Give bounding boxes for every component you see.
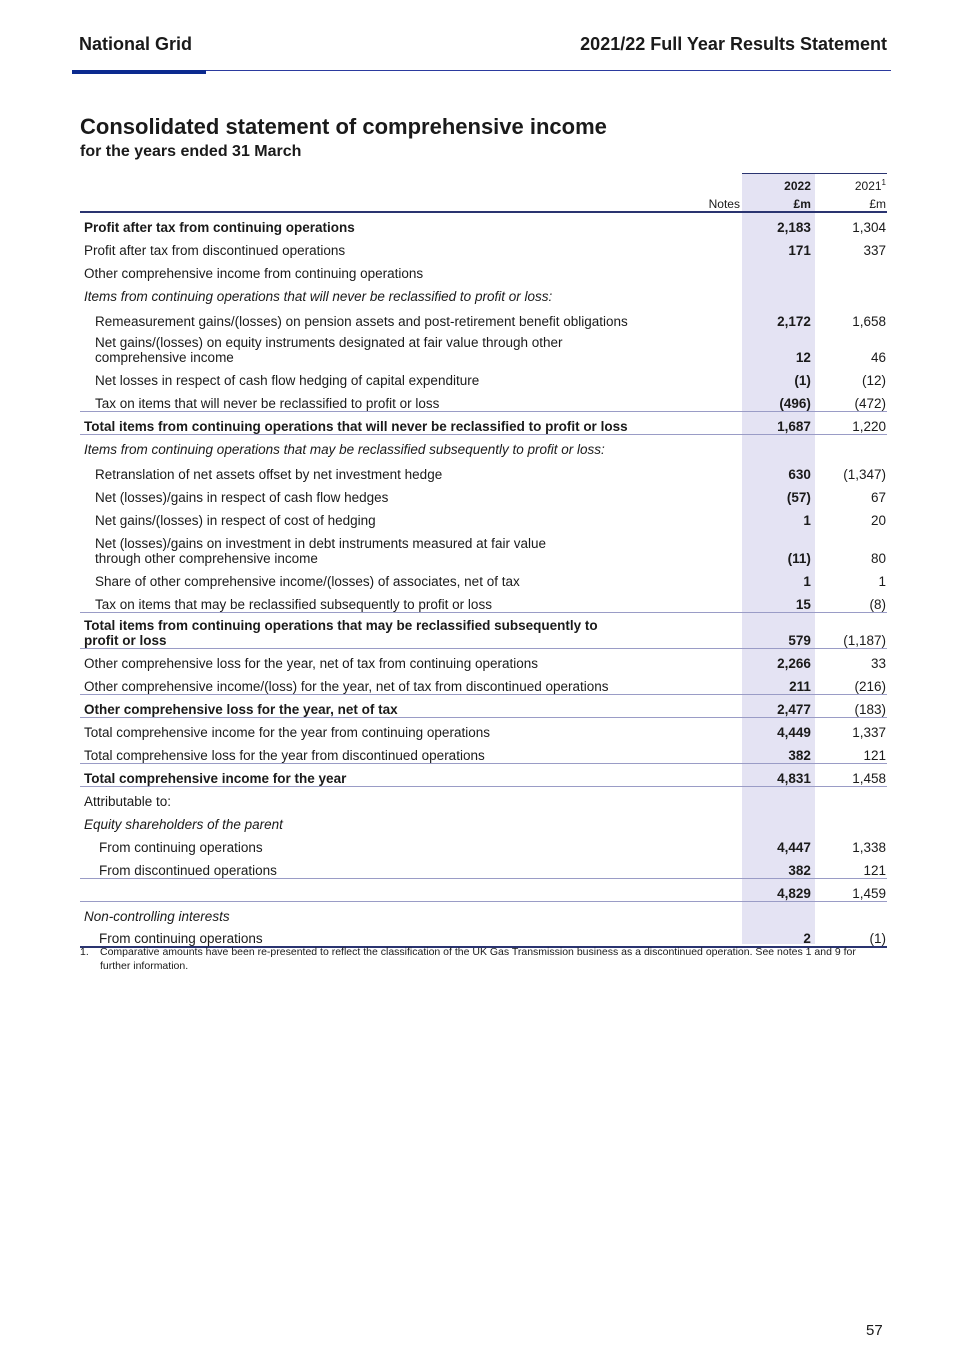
header-rule-accent bbox=[72, 70, 206, 74]
table-row: Other comprehensive income/(loss) for the year, net of tax from discontinued operations 211 (216) bbox=[84, 678, 886, 694]
table-row: Other comprehensive income from continuing operations bbox=[84, 266, 424, 281]
table-row: From discontinued operations 382 121 bbox=[99, 862, 886, 878]
page-subtitle: for the years ended 31 March bbox=[80, 143, 302, 160]
page-number: 57 bbox=[866, 1322, 883, 1339]
table-row: Non-controlling interests bbox=[80, 901, 887, 924]
table-row: Profit after tax from continuing operations 2,183 1,304 bbox=[80, 212, 887, 235]
table-row: Attributable to: bbox=[80, 786, 887, 809]
table-row: Tax on items that will never be reclassified to profit or loss (496) (472) bbox=[95, 395, 886, 411]
table-row-subtotal: 4,829 1,459 bbox=[80, 878, 887, 901]
unit-2022: £m bbox=[793, 197, 811, 211]
table-row: Items from continuing operations that may be reclassified subsequently to profit or loss: bbox=[80, 434, 887, 457]
table-row: Net (losses)/gains on investment in debt instruments measured at fair value through other comprehensive income (11) 80 bbox=[95, 536, 886, 566]
table-row: Other comprehensive loss for the year, net of tax from continuing operations 2,266 33 bbox=[80, 648, 887, 671]
table-row: From continuing operations 4,447 1,338 bbox=[99, 840, 886, 855]
company-name: National Grid bbox=[79, 34, 193, 54]
table-row: From continuing operations 2 (1) bbox=[80, 924, 887, 947]
page-title: Consolidated statement of comprehensive income bbox=[80, 114, 607, 139]
table-row-total: Total items from continuing operations that may be reclassified subsequently to profit or loss 579 (1,187) bbox=[80, 612, 887, 648]
income-statement-table bbox=[80, 173, 887, 948]
footnote-number: 1. bbox=[80, 946, 89, 958]
table-row: Share of other comprehensive income/(losses) of associates, net of tax 1 1 bbox=[95, 574, 886, 589]
table-row: Tax on items that may be reclassified subsequently to profit or loss 15 (8) bbox=[95, 596, 886, 612]
table-row: Net gains/(losses) in respect of cost of hedging 1 20 bbox=[95, 513, 886, 528]
table-row: Net gains/(losses) on equity instruments designated at fair value through other comprehensive income 12 46 bbox=[95, 335, 886, 365]
col-2022: 2022 bbox=[784, 179, 811, 193]
unit-2021: £m bbox=[869, 197, 886, 211]
table-row: Net losses in respect of cash flow hedging of capital expenditure (1) (12) bbox=[95, 373, 886, 388]
table-row-total: Total items from continuing operations that will never be reclassified to profit or loss 1,687 1,220 bbox=[80, 411, 887, 434]
table-row: Retranslation of net assets offset by net investment hedge 630 (1,347) bbox=[95, 467, 886, 482]
col-notes: Notes bbox=[708, 197, 740, 211]
table-row: Profit after tax from discontinued operations 171 337 bbox=[84, 243, 886, 258]
document-title: 2021/22 Full Year Results Statement bbox=[580, 34, 887, 54]
table-row: Items from continuing operations that will never be reclassified to profit or loss: bbox=[84, 289, 553, 304]
footnote-ref: 1 bbox=[881, 178, 886, 187]
table-row: Remeasurement gains/(losses) on pension assets and post-retirement benefit obligations 2,172 1,658 bbox=[95, 314, 886, 329]
footnote-text: Comparative amounts have been re-presented to reflect the classification of the UK Gas Transmission business as a discontinued operation. See notes 1 and 9 for further information. bbox=[100, 946, 856, 972]
header-row-units bbox=[80, 193, 887, 212]
table-row: Total comprehensive loss for the year from discontinued operations 382 121 bbox=[84, 747, 886, 763]
table-row: Total comprehensive income for the year from continuing operations 4,449 1,337 bbox=[80, 717, 887, 740]
col-2021: 2021$^1$ bbox=[854, 178, 886, 193]
footnote bbox=[80, 945, 880, 973]
table-row-total: Total comprehensive income for the year 4,831 1,458 bbox=[80, 763, 887, 786]
header-row-years bbox=[80, 173, 887, 193]
table-row: Equity shareholders of the parent bbox=[84, 817, 283, 832]
table-row-total: Other comprehensive loss for the year, net of tax 2,477 (183) bbox=[80, 694, 887, 717]
table-row: Net (losses)/gains in respect of cash flow hedges (57) 67 bbox=[95, 490, 886, 505]
